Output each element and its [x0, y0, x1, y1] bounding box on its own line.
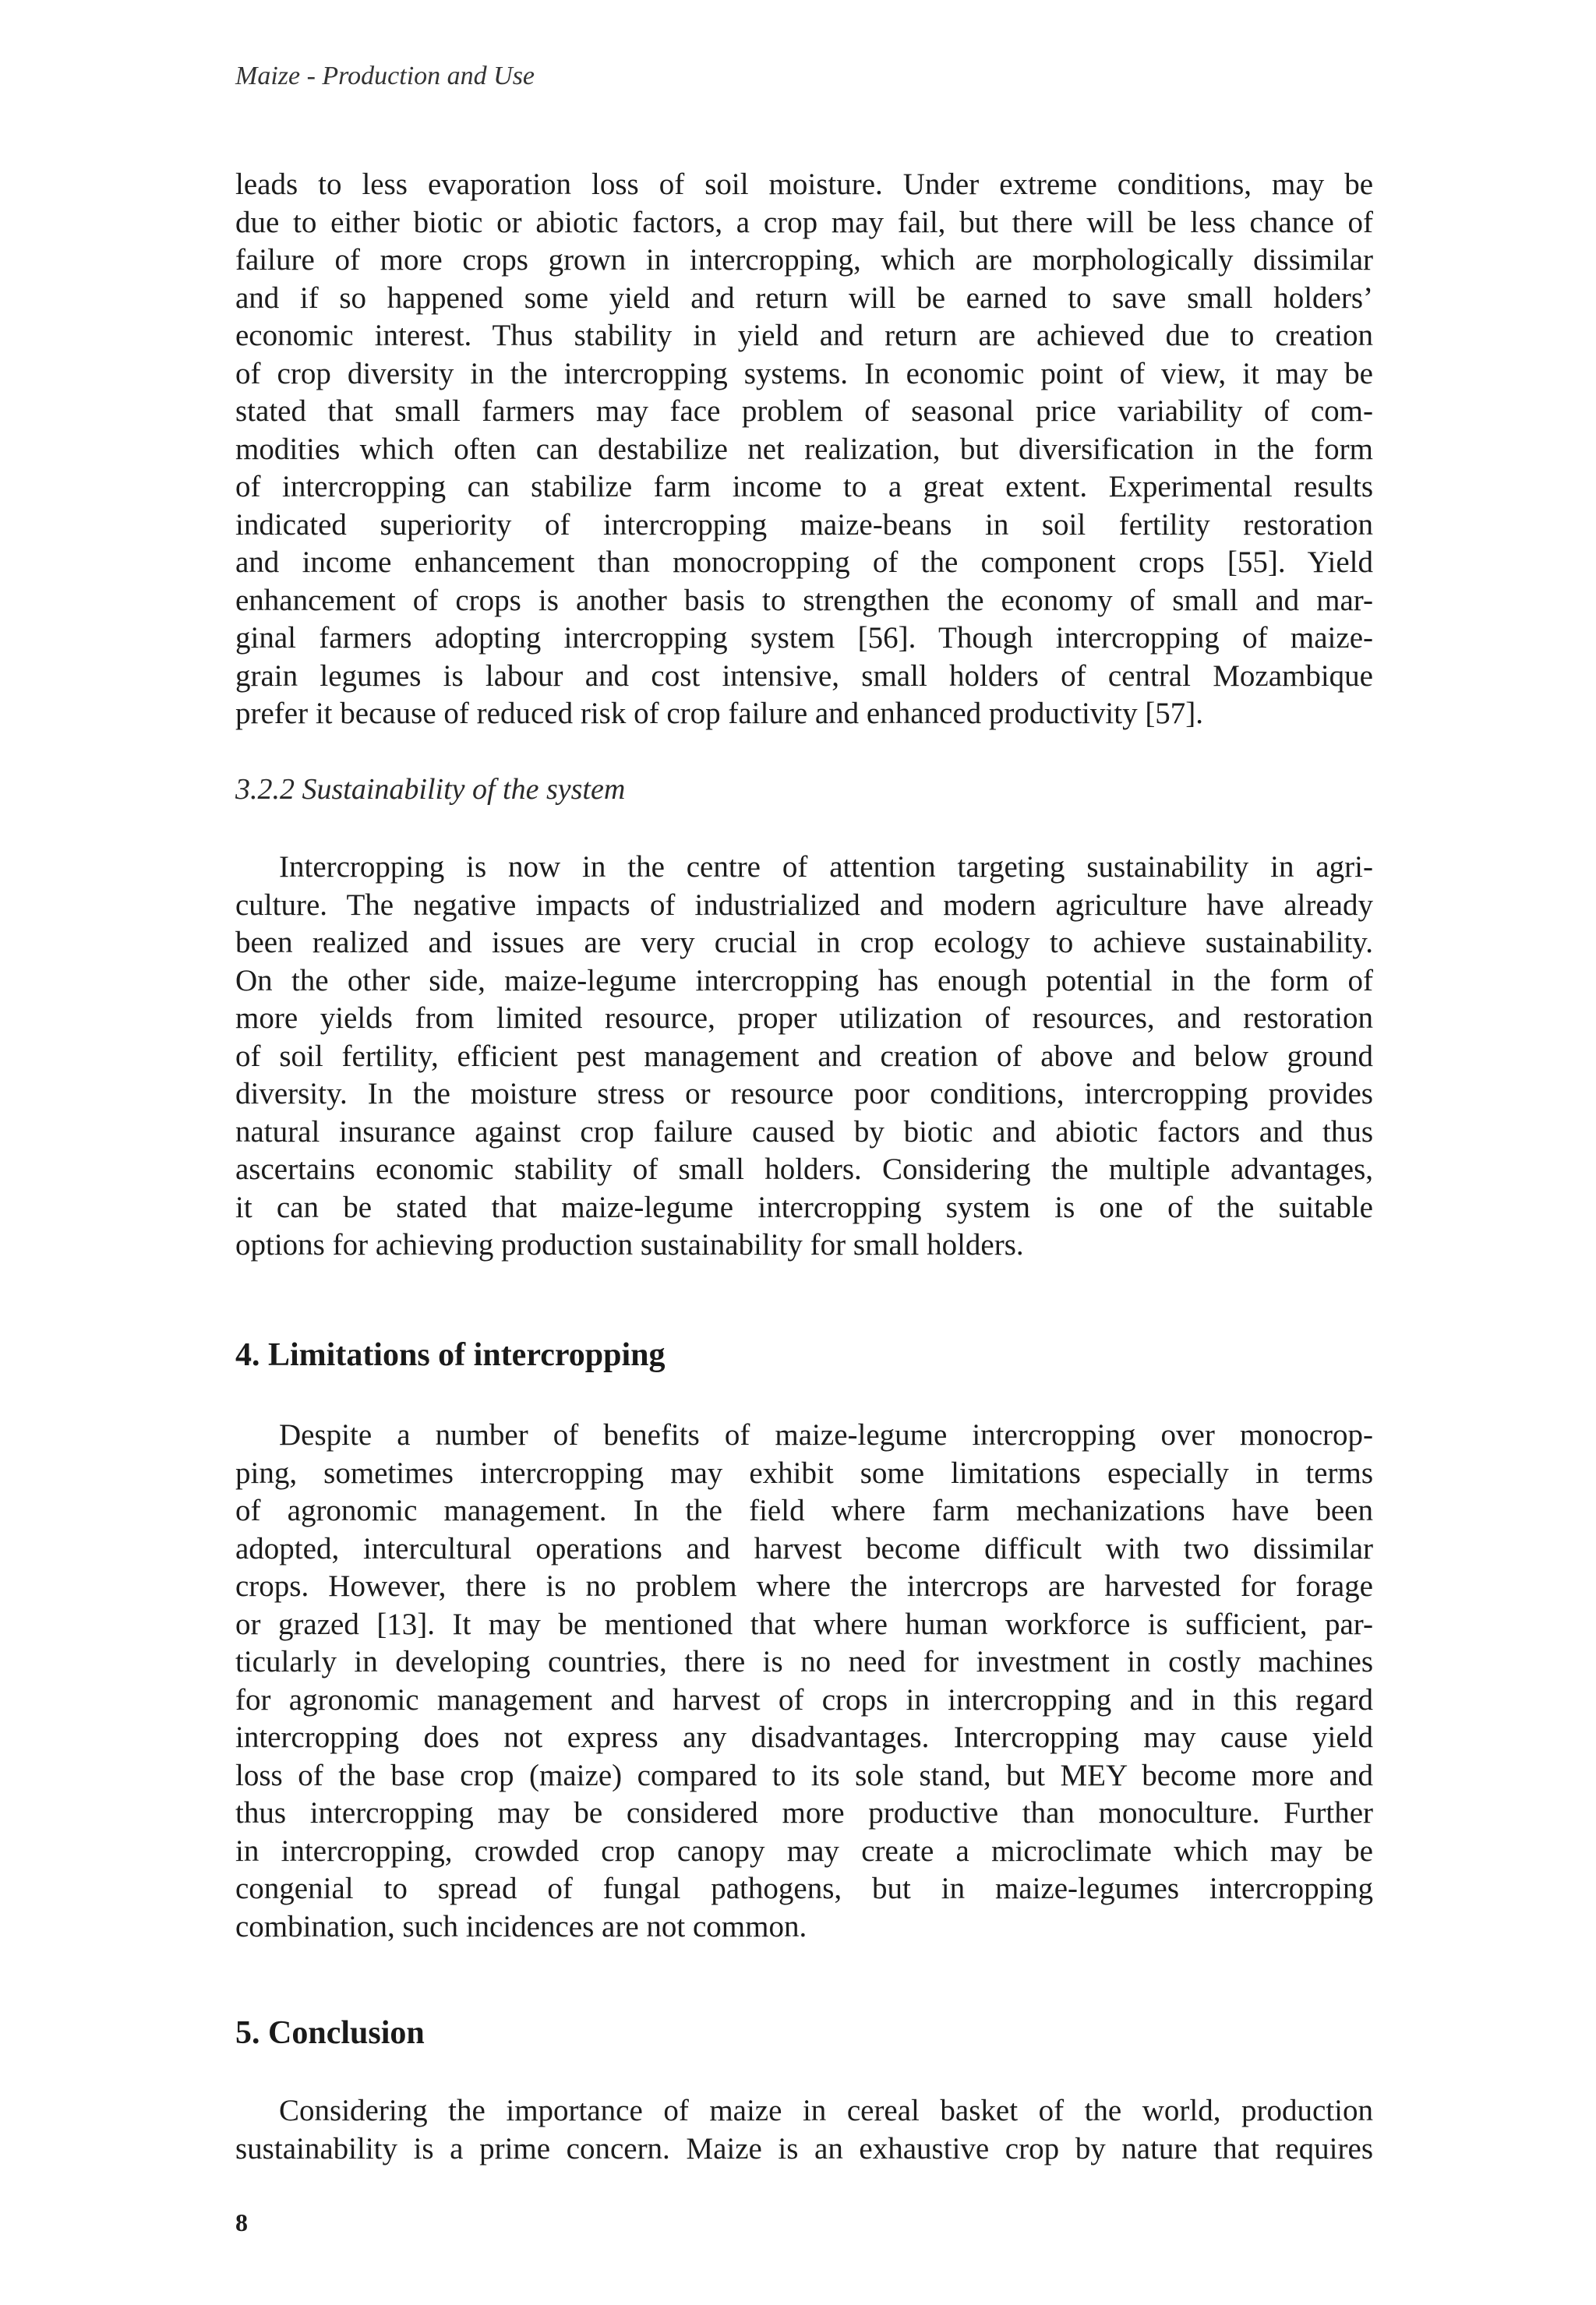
text-line: leads to less evaporation loss of soil moisture. Under extreme conditions, may be [235, 168, 1373, 201]
text-line: enhancement of crops is another basis to strengthen the economy of small and mar- [235, 583, 1373, 617]
subsection-title: 3.2.2 Sustainability of the system [235, 773, 626, 806]
text-line: Intercropping is now in the centre of attention targeting sustainability in agri- [279, 850, 1373, 884]
text-line: ascertains economic stability of small holders. Considering the multiple advantages, [235, 1152, 1373, 1186]
text-line: or grazed [13]. It may be mentioned that where human workforce is sufficient, par- [235, 1607, 1373, 1641]
text-line: grain legumes is labour and cost intensive, small holders of central Mozambique [235, 658, 1373, 693]
text-line: intercropping does not express any disadvantages. Intercropping may cause yield [235, 1721, 1373, 1754]
text-line: sustainability is a prime concern. Maize is an exhaustive crop by nature that requires [235, 2131, 1373, 2166]
text-line: culture. The negative impacts of industrialized and modern agriculture have already [235, 888, 1373, 922]
text-line: ticularly in developing countries, there is no need for investment in costly machines [235, 1645, 1373, 1678]
text-line: modities which often can destabilize net realization, but diversification in the form [235, 432, 1373, 466]
text-line: natural insurance against crop failure caused by biotic and abiotic factors and thus [235, 1114, 1373, 1149]
text-line: of soil fertility, efficient pest management and creation of above and below ground [235, 1039, 1373, 1073]
text-line: and if so happened some yield and return will be earned to save small holders’ [235, 281, 1373, 315]
text-line: options for achieving production sustainability for small holders. [235, 1228, 1024, 1262]
paragraph-sustainability [235, 849, 1373, 1265]
text-line: in intercropping, crowded crop canopy may create a microclimate which may be [235, 1834, 1373, 1868]
text-line: and income enhancement than monocropping of the component crops [55]. Yield [235, 545, 1373, 579]
text-line: Despite a number of benefits of maize-legume intercropping over monocrop- [279, 1418, 1373, 1452]
paragraph-conclusion [235, 2092, 1373, 2168]
text-line: it can be stated that maize-legume intercropping system is one of the suitable [235, 1190, 1373, 1224]
running-header: Maize - Production and Use [235, 62, 535, 90]
text-line: Considering the importance of maize in cereal basket of the world, production [279, 2094, 1373, 2127]
text-line: thus intercropping may be considered more productive than monoculture. Further [235, 1796, 1373, 1830]
section-heading-limitations: 4. Limitations of intercropping [235, 1337, 666, 1373]
text-line: economic interest. Thus stability in yield and return are achieved due to creation [235, 319, 1373, 352]
text-line: prefer it because of reduced risk of crop failure and enhanced productivity [57]. [235, 697, 1204, 730]
text-line: diversity. In the moisture stress or resource poor conditions, intercropping provides [235, 1077, 1373, 1110]
text-line: of crop diversity in the intercropping systems. In economic point of view, it may be [235, 356, 1373, 390]
text-line: failure of more crops grown in intercropping, which are morphologically dissimilar [235, 243, 1373, 277]
paragraph-limitations [235, 1417, 1373, 1946]
text-line: crops. However, there is no problem where the intercrops are harvested for forage [235, 1569, 1373, 1603]
text-line: adopted, intercultural operations and harvest become difficult with two dissimilar [235, 1531, 1373, 1565]
paragraph-intercropping-stability [235, 166, 1373, 733]
text-line: On the other side, maize-legume intercropping has enough potential in the form of [235, 963, 1373, 997]
text-line: due to either biotic or abiotic factors, a crop may fail, but there will be less chance of [235, 205, 1373, 239]
section-heading-conclusion: 5. Conclusion [235, 2015, 425, 2051]
text-line: indicated superiority of intercropping maize-beans in soil fertility restoration [235, 507, 1373, 542]
text-line: of agronomic management. In the field where farm mechanizations have been [235, 1494, 1373, 1527]
text-line: of intercropping can stabilize farm income to a great extent. Experimental results [235, 470, 1373, 503]
text-line: more yields from limited resource, proper utilization of resources, and restoration [235, 1001, 1373, 1035]
text-line: stated that small farmers may face problem of seasonal price variability of com- [235, 394, 1373, 428]
text-line: ginal farmers adopting intercropping system [56]. Though intercropping of maize- [235, 621, 1373, 655]
text-line: for agronomic management and harvest of crops in intercropping and in this regard [235, 1682, 1373, 1717]
text-line: congenial to spread of fungal pathogens, but in maize-legumes intercropping [235, 1872, 1373, 1905]
text-line: ping, sometimes intercropping may exhibit some limitations especially in terms [235, 1456, 1373, 1490]
text-line: been realized and issues are very crucial in crop ecology to achieve sustainability. [235, 926, 1373, 959]
text-line: loss of the base crop (maize) compared to its sole stand, but MEY become more and [235, 1758, 1373, 1792]
page-number: 8 [235, 2208, 248, 2236]
text-line: combination, such incidences are not common. [235, 1909, 807, 1943]
